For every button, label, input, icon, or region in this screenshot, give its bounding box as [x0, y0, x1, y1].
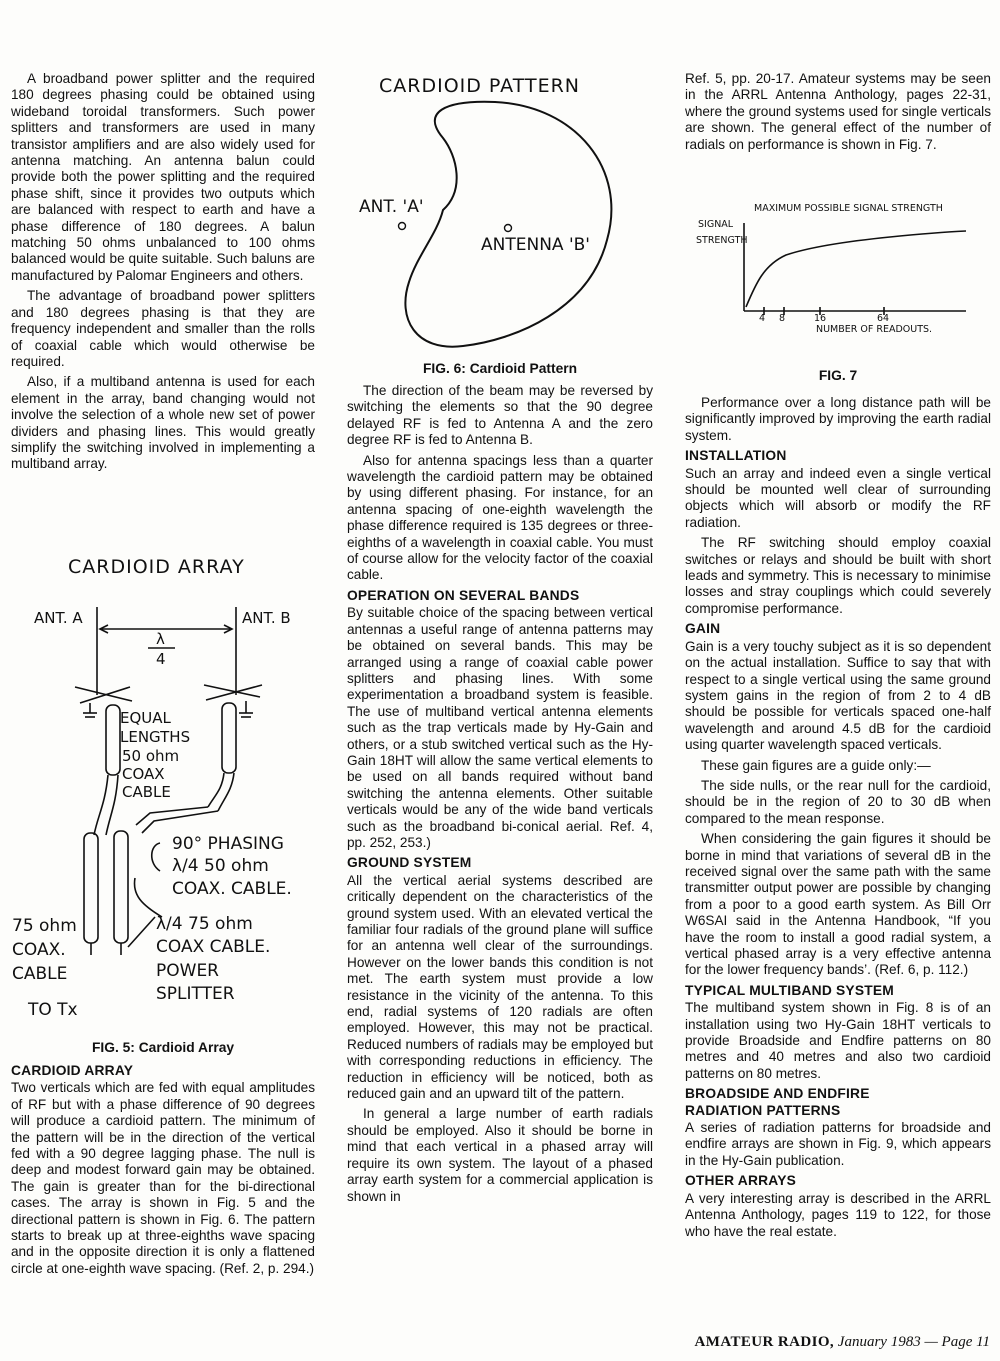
column-1: [11, 71, 315, 477]
paragraph: By suitable choice of the spacing between vertical antennas a useful range of antenna patterns may be obtained on several bands. This may be arranged using a range of coaxial cable power splitters and phasing lines. With some experimentation a broadband system is feasible. The use of multiband vertical antenna elements such as the trap verticals made by Hy-Gain and others, or a stub switched vertical such as the Hy-Gain 18HT will allow the same vertical elements to be used on all bands required without band switching the antenna elements. Other suitable verticals would be any of the wide band verticals such as the broadband bi-conical aerial. Ref. 4, pp. 252, 253.): [347, 605, 653, 850]
paragraph: The advantage of broadband power splitters and 180 degrees phasing is that they are frequency independent and smaller than the rolls of coaxial cable which would otherwise be required.: [11, 288, 315, 369]
paragraph: All the vertical aerial systems described are critically dependent on the characteristics of the ground system used. With an elevated vertical the familiar four radials of the ground plane will suffice for an antenna well clear of the surroundings. However on the lower bands this condition is not met. The earth system must provide a low resistance in the vicinity of the antenna. To this end, radial systems of 120 radials are often employed. However, this may not be practical. Reduced numbers of radials may be employed but with corresponding reductions in efficiency. The reduction in efficiency will be noticed, both as reduced gain and an upward tilt of the pattern.: [347, 872, 653, 1102]
ant-a-label: ANT. A: [34, 609, 83, 627]
splitter-label-2: SPLITTER: [156, 984, 235, 1004]
paragraph: The direction of the beam may be reversed by switching the elements so that the 90 degree delayed RF is fed to Antenna A and the zero degree RF is fed to Antenna B.: [347, 383, 653, 448]
paragraph: Such an array and indeed even a single vertical should be mounted well clear of surrounding objects which will absorb or modify the RF radiation.: [685, 465, 991, 530]
paragraph: A series of radiation patterns for broadside and endfire arrays are shown in Fig. 9, which appears in the Hy-Gain publication.: [685, 1120, 991, 1168]
column-3: [685, 395, 991, 1244]
issue-date-page: January 1983 — Page 11: [837, 1334, 990, 1350]
x-tick-label: 16: [814, 313, 827, 324]
equal-lengths-label-1: EQUAL: [120, 709, 171, 727]
to-tx-label: TO Tx: [28, 1000, 78, 1020]
section-heading: OTHER ARRAYS: [685, 1173, 797, 1189]
equal-lengths-label-4: COAX: [122, 765, 165, 783]
spacing-four: 4: [156, 650, 166, 668]
quarter-75-label-1: λ/4 75 ohm: [156, 914, 253, 934]
paragraph: The multiband system shown in Fig. 8 is of an installation using two Hy-Gain 18HT verticals to provide Broadside and Endfire patterns on 80 metres and 40 metres and also two cardioid patterns on 80 metres.: [685, 1000, 991, 1081]
feed-label-1: 75 ohm: [12, 916, 77, 936]
fig5-cardioid-array-diagram: [10, 545, 320, 1025]
fig5-title: CARDIOID ARRAY: [68, 556, 245, 578]
paragraph: Also, if a multiband antenna is used for each element in the array, band changing would not involve the selection of a whole new set of power dividers and phasing lines. This would greatly simplify the switching involved in implementing a multiband array.: [11, 374, 315, 472]
equal-lengths-label-3: 50 ohm: [122, 747, 180, 765]
section-heading: RADIATION PATTERNS: [685, 1102, 841, 1118]
fig7-caption: FIG. 7: [818, 368, 858, 383]
quarter-75-label-2: COAX CABLE.: [156, 937, 271, 957]
fig6-cardioid-pattern-diagram: [345, 60, 657, 360]
x-tick-label: 8: [779, 313, 786, 324]
section-heading: TYPICAL MULTIBAND SYSTEM: [685, 982, 894, 998]
fig6-title: CARDIOID PATTERN: [379, 75, 580, 97]
fig7-ylabel-1: SIGNAL: [698, 219, 734, 230]
section-heading: INSTALLATION: [685, 448, 787, 464]
phasing-label-2: λ/4 50 ohm: [172, 856, 269, 876]
equal-lengths-label-5: CABLE: [122, 783, 171, 801]
paragraph: A broadband power splitter and the required 180 degrees phasing could be obtained using wideband toroidal transformers. Such power splitters and transformers are used in many transistor amplifiers and are also widely used for antenna matching. An antenna balun could provide both the power splitting and the required phase shift, since it provides two outputs which are balanced with respect to earth and have a phase difference of 180 degrees. A balun matching 50 ohms unbalanced to 100 ohms balanced would be quite suitable. Such baluns are manufactured by Palomar Engineers and others.: [11, 71, 315, 283]
x-tick-labels: [759, 313, 889, 324]
fig6-ant-b-label: ANTENNA 'B': [481, 235, 590, 255]
paragraph: Two verticals which are fed with equal amplitudes of RF but with a phase difference of 90 degrees will produce a cardioid pattern. The minimum of the pattern will be in the direction of the vertical fed with a 90 degree lagging phase. The null is deep and modest forward gain may be obtained. The gain is greater than for the bi-directional cases. The array is shown in Fig. 5 and the directional pattern is shown in Fig. 6. The pattern starts to break up at three-eighths wave spacing and in the opposite direction it is only a flattened circle at one-eighth wave spacing. (Ref. 2, p. 294.): [11, 1080, 315, 1276]
section-heading: GROUND SYSTEM: [347, 855, 472, 871]
column-1-lower: [11, 1060, 315, 1281]
phasing-label-3: COAX. CABLE.: [172, 879, 292, 899]
paragraph: The side nulls, or the rear null for the cardioid, should be in the region of 20 to 30 dB when compared to the mean response.: [685, 777, 991, 826]
fig5-caption: FIG. 5: Cardioid Array: [91, 1040, 235, 1055]
phasing-label-1: 90° PHASING: [172, 834, 284, 854]
column-3-top: [685, 71, 991, 157]
section-heading: BROADSIDE AND ENDFIRE: [685, 1086, 870, 1102]
spacing-lambda: λ: [156, 630, 165, 648]
fig7-xlabel: NUMBER OF READOUTS.: [816, 324, 933, 335]
paragraph: Performance over a long distance path will be significantly improved by improving the earth radial system.: [685, 395, 991, 443]
paragraph: Ref. 5, pp. 20-17. Amateur systems may be seen in the ARRL Antenna Anthology, pages 22-31, where the ground systems used for single verticals are shown. The general effect of the number of radials on performance is shown in Fig. 7.: [685, 71, 991, 152]
column-2: [347, 383, 653, 1209]
paragraph: Also for antenna spacings less than a quarter wavelength the cardioid pattern may be obtained by using different phasing. For instance, for an antenna spacing of one-eighth wavelength the phase difference required is 135 degrees or three-eighths of a wavelength in coaxial cable. You must of course allow for the velocity factor of the coaxial cable.: [347, 452, 653, 583]
x-tick-label: 64: [877, 313, 890, 324]
fig6-ant-a-label: ANT. 'A': [359, 197, 424, 217]
fig7-ylabel-2: STRENGTH: [696, 235, 748, 246]
fig7-top-label: MAXIMUM POSSIBLE SIGNAL STRENGTH: [754, 203, 943, 214]
section-heading: OPERATION ON SEVERAL BANDS: [347, 587, 580, 603]
section-heading: GAIN: [685, 621, 721, 637]
paragraph: When considering the gain figures it should be borne in mind that variations of several dB in the received signal over the same path with the same transmitter output power are possible by changing from a poor to a good earth system. As Bill Orr W6SAI said in the Antenna Handbook, “If you have the room to install a good radial system, a vertical phased array is a very effective antenna for the lower frequency bands’. (Ref. 6, p. 112.): [685, 831, 991, 978]
splitter-label-1: POWER: [156, 961, 219, 981]
paragraph: The RF switching should employ coaxial switches or relays and should be built with short leads and symmetry. This is necessary to minimise losses and stray couplings which could severely compromise performance.: [685, 535, 991, 616]
feed-label-3: CABLE: [12, 964, 68, 984]
fig6-caption: FIG. 6: Cardioid Pattern: [422, 361, 578, 376]
paragraph: A very interesting array is described in the ARRL Antenna Anthology, pages 119 to 122, for those who have the real estate.: [685, 1190, 991, 1239]
paragraph: These gain figures are a guide only:—: [701, 757, 931, 773]
ant-b-label: ANT. B: [242, 609, 291, 627]
x-tick-label: 4: [759, 313, 766, 324]
feed-label-2: COAX.: [12, 940, 66, 960]
section-heading: CARDIOID ARRAY: [11, 1063, 134, 1078]
fig7-radials-chart: [690, 195, 990, 345]
magazine-name: AMATEUR RADIO,: [694, 1334, 835, 1350]
equal-lengths-label-2: LENGTHS: [120, 728, 191, 746]
page-footer: [695, 1334, 990, 1351]
paragraph: Gain is a very touchy subject as it is so dependent on the actual installation. Suffice to say that with respect to a single vertical using the same ground system gains in the region of from 2 to 4 dB should be possible for verticals spaced one-half wavelength and around 4.5 dB for the cardioid using quarter wavelength spaced verticals.: [685, 638, 991, 753]
signal-curve: [746, 231, 966, 307]
paragraph: In general a large number of earth radials should be employed. Also it should be borne in mind that each vertical in a phased array will require its own system. The layout of a phased array earth system for a commercial application is shown in: [347, 1106, 653, 1204]
